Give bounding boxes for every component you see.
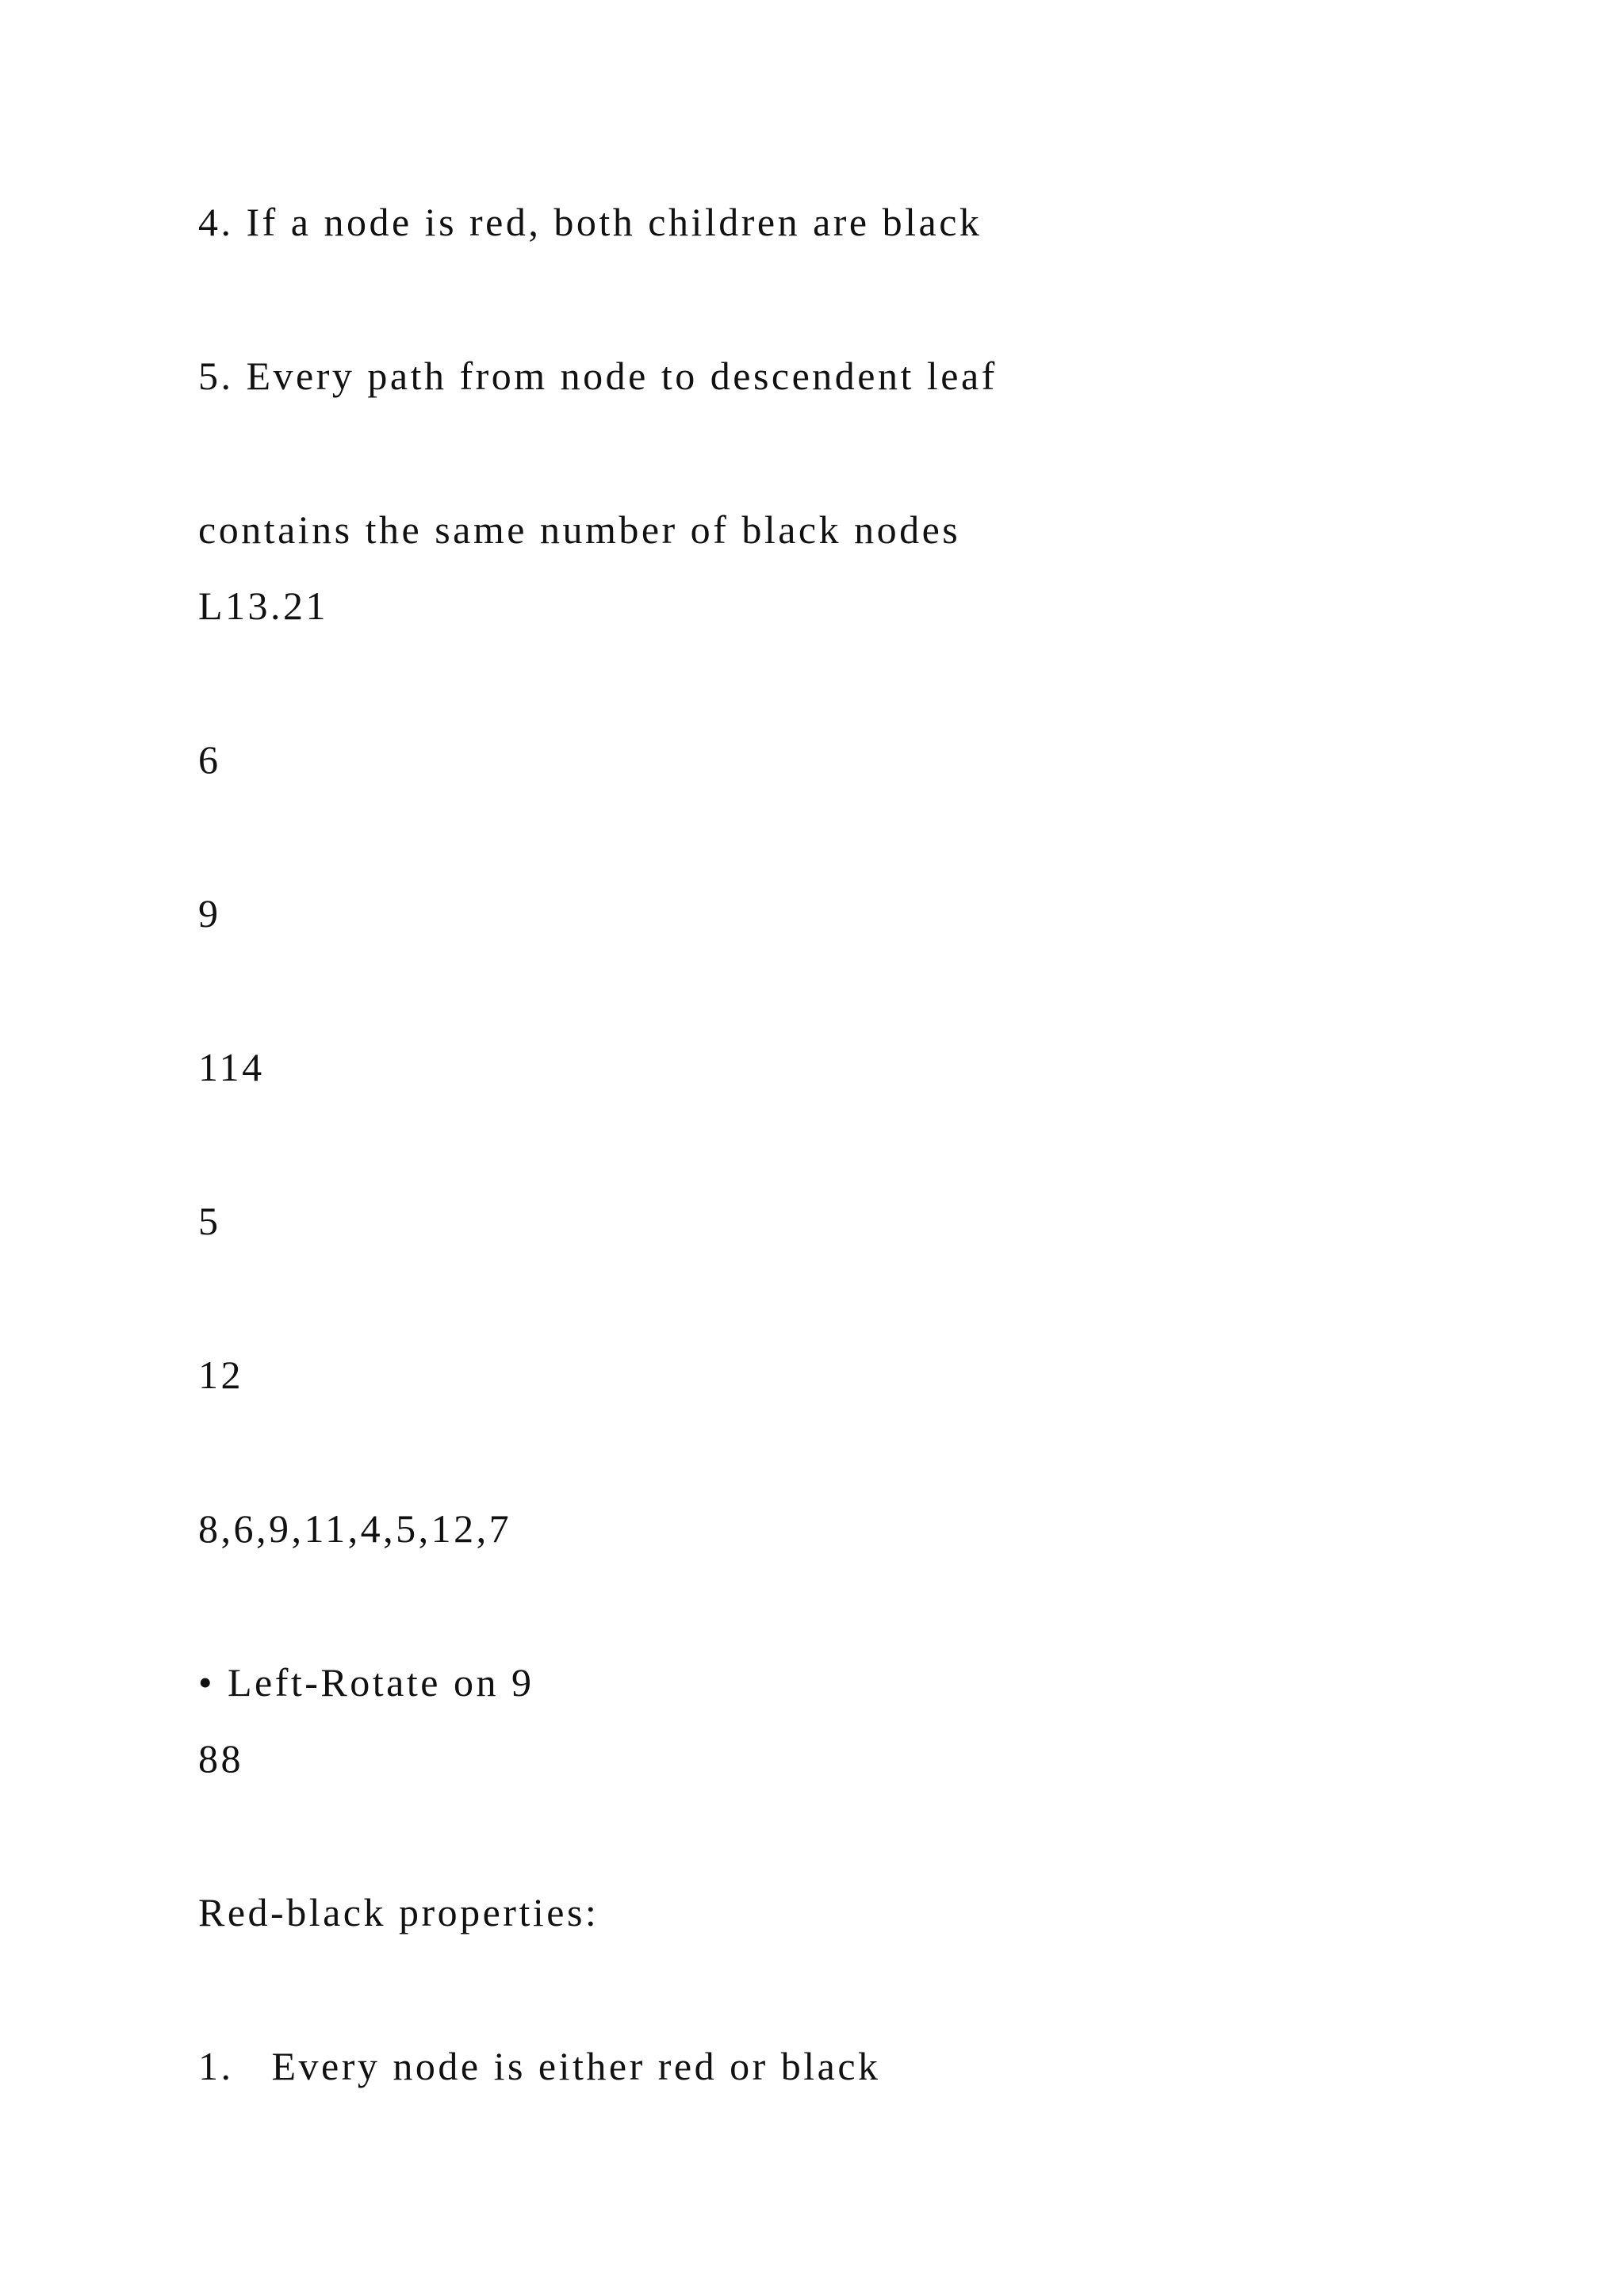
property-5-text-line-1: 5. Every path from node to descendent leaf (198, 354, 998, 398)
tree-node-label: 6 (198, 737, 221, 782)
property-5-text-line-2: contains the same number of black nodes (198, 507, 961, 552)
tree-node-label: 114 (198, 1045, 265, 1089)
slide-label: L13.21 (198, 584, 329, 628)
tree-node-label: 9 (198, 891, 221, 936)
section-heading: Red-black properties: (198, 1890, 599, 1934)
insertion-sequence: 8,6,9,11,4,5,12,7 (198, 1506, 512, 1551)
slide-number: 88 (198, 1736, 243, 1781)
tree-node-label: 5 (198, 1199, 221, 1243)
property-1-text: 1. Every node is either red or black (198, 2044, 881, 2088)
bullet-left-rotate: • Left-Rotate on 9 (198, 1660, 534, 1705)
property-4-text: 4. If a node is red, both children are black (198, 200, 982, 244)
tree-node-label: 12 (198, 1353, 243, 1397)
